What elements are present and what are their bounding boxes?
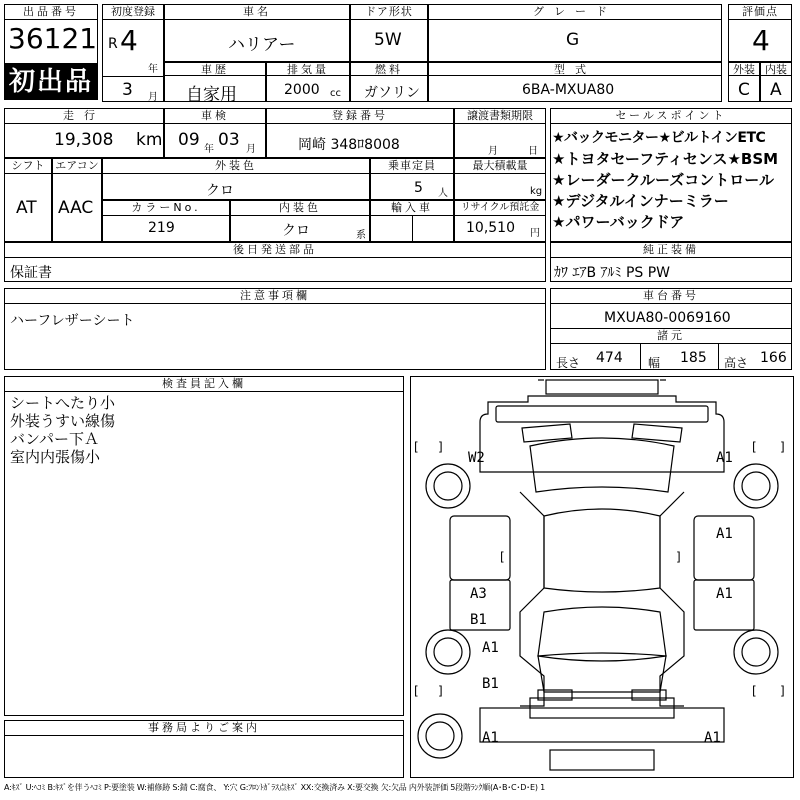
dims-label: 諸元 — [550, 328, 792, 344]
legend-text: A:ｷｽﾞ U:ﾍｺﾐ B:ｷｽﾞを伴うﾍｺﾐ P:要塗装 W:補修跡 S:錆 C:腐食、 Y:穴 G:ﾌﾛﾝﾄｶﾞﾗｽ点ｷｽﾞ XX:交換済み X:要交換 欠:欠品 内外装評価 5段階ﾗﾝｸ順(A･B･C･D･E) 1 — [4, 783, 545, 792]
grade-value: G — [566, 30, 580, 50]
model-value: 6BA-MXUA80 — [522, 82, 615, 98]
hgt-label: 高さ — [724, 356, 749, 370]
fuel-label: 燃料 — [350, 62, 428, 76]
inspect-label: 車検 — [164, 108, 266, 124]
damage-mark: A1 — [716, 586, 733, 602]
car-diagram — [410, 376, 794, 778]
inspector-lines — [10, 394, 115, 466]
plate-value: 岡崎 348ﾛ8008 — [298, 137, 400, 153]
sales-label: セールスポイント — [550, 108, 792, 124]
bracket-mark: [ — [414, 684, 419, 698]
damage-mark: W2 — [468, 450, 485, 466]
sales-point: ★トヨタセーフティセンス★BSM — [552, 150, 779, 168]
damage-mark: B1 — [470, 612, 487, 628]
hgt-value: 166 — [760, 350, 787, 366]
bracket-mark: ] — [780, 440, 785, 454]
mileage-value: 19,308 — [54, 130, 114, 150]
lot-number-label: 出品番号 — [4, 4, 98, 20]
len-label: 長さ — [556, 356, 581, 370]
bracket-mark: [ — [500, 550, 505, 564]
damage-mark: A1 — [482, 640, 499, 656]
docs-day: 日 — [528, 146, 538, 157]
wid-value: 185 — [680, 350, 707, 366]
inspect-year-unit: 年 — [204, 144, 214, 155]
color-value: クロ — [206, 183, 234, 199]
seats-label: 乗車定員 — [370, 158, 454, 174]
bracket-mark: ] — [780, 684, 785, 698]
door-label: ドア形状 — [350, 4, 428, 20]
bracket-mark: [ — [752, 684, 757, 698]
inspector-line: バンパー下Ａ — [10, 430, 99, 448]
equip-label: 純正装備 — [550, 242, 792, 258]
docs-label: 譲渡書類期限 — [454, 108, 546, 124]
later-parts-value: 保証書 — [10, 265, 52, 281]
sales-point: ★パワーバックドア — [552, 213, 685, 231]
reg-year: 4 — [120, 24, 138, 57]
first-listing-badge: 初出品 — [4, 64, 98, 100]
plate-label: 登録番号 — [266, 108, 454, 124]
inspect-year: 09 — [178, 130, 200, 150]
grade-label: グレード — [428, 4, 722, 20]
intcolor-unit: 系 — [356, 230, 366, 241]
damage-mark: A3 — [470, 586, 487, 602]
model-label: 型式 — [428, 62, 722, 76]
fuel-value: ガソリン — [364, 85, 420, 101]
office-label: 事務局よりご案内 — [4, 720, 404, 736]
year-unit: 年 — [148, 64, 158, 75]
inspect-month: 03 — [218, 130, 240, 150]
door-value: 5W — [374, 30, 402, 50]
bracket-mark: ] — [676, 550, 681, 564]
colorno-label: カラーNo. — [102, 200, 230, 216]
damage-mark: A1 — [482, 730, 499, 746]
ac-value: AAC — [58, 198, 94, 218]
dims-divider — [718, 344, 719, 370]
month-unit: 月 — [148, 92, 158, 103]
inspector-label: 検査員記入欄 — [4, 376, 404, 392]
disp-value: 2000 — [284, 82, 320, 98]
recycle-value: 10,510 — [466, 220, 515, 236]
chassis-value: MXUA80-0069160 — [604, 310, 731, 326]
mileage-label: 走行 — [4, 108, 164, 124]
import-divider — [412, 216, 413, 242]
bracket-mark: ] — [438, 684, 443, 698]
damage-mark: A1 — [716, 450, 733, 466]
colorno-value: 219 — [148, 220, 175, 236]
sales-point: ★バックモニター★ビルトインETC — [552, 130, 766, 146]
notes-value: ハーフレザーシート — [10, 313, 135, 329]
ext-label: 外装 — [728, 62, 760, 76]
reg-label: 初度登録 — [102, 4, 164, 20]
ext-value: C — [738, 80, 750, 100]
equip-value: ｶﾜ ｴｱB ｱﾙﾐ PS PW — [554, 265, 671, 281]
notes-label: 注意事項欄 — [4, 288, 546, 304]
divider — [102, 76, 164, 77]
color-label: 外装色 — [102, 158, 370, 174]
later-parts-label: 後日発送部品 — [4, 242, 546, 258]
wid-label: 幅 — [648, 356, 661, 370]
sales-point: ★デジタルインナーミラー — [552, 192, 729, 210]
lot-number: 36121 — [8, 22, 98, 55]
bracket-mark: ] — [438, 440, 443, 454]
damage-mark: A1 — [704, 730, 721, 746]
history-label: 車歴 — [164, 62, 266, 76]
inspector-line: シートへたり小 — [10, 394, 116, 412]
ac-label: エアコン — [52, 158, 102, 174]
int-value: A — [770, 80, 782, 100]
chassis-label: 車台番号 — [550, 288, 792, 304]
reg-month: 3 — [122, 80, 133, 100]
intcolor-value: クロ — [282, 223, 310, 239]
len-value: 474 — [596, 350, 623, 366]
import-label: 輸入車 — [370, 200, 454, 216]
disp-unit: cc — [330, 88, 341, 99]
history-value: 自家用 — [186, 85, 237, 105]
damage-mark: B1 — [482, 676, 499, 692]
shift-value: AT — [16, 198, 37, 218]
damage-mark: A1 — [716, 526, 733, 542]
inspector-line: 外装うすい線傷 — [10, 412, 116, 430]
bracket-mark: [ — [752, 440, 757, 454]
recycle-label: リサイクル預託金 — [454, 200, 546, 216]
load-unit: kg — [530, 186, 543, 197]
load-label: 最大積載量 — [454, 158, 546, 174]
dims-divider — [640, 344, 641, 370]
docs-month: 月 — [488, 146, 498, 157]
disp-label: 排気量 — [266, 62, 350, 76]
recycle-unit: 円 — [530, 228, 540, 239]
shift-label: シフト — [4, 158, 52, 174]
car-name: ハリアー — [228, 35, 296, 55]
score-value: 4 — [752, 24, 770, 57]
score-label: 評価点 — [728, 4, 792, 20]
mileage-unit: km — [136, 130, 163, 150]
bracket-mark: [ — [414, 440, 419, 454]
int-label: 内装 — [760, 62, 792, 76]
inspect-month-unit: 月 — [246, 144, 256, 155]
seats-value: 5 — [414, 180, 423, 196]
seats-unit: 人 — [438, 188, 448, 199]
reg-era: R — [108, 36, 118, 52]
sales-point: ★レーダークルーズコントロール — [552, 171, 774, 189]
name-label: 車名 — [164, 4, 350, 20]
sales-list — [552, 128, 792, 233]
inspector-line: 室内内張傷小 — [10, 448, 101, 466]
intcolor-label: 内装色 — [230, 200, 370, 216]
